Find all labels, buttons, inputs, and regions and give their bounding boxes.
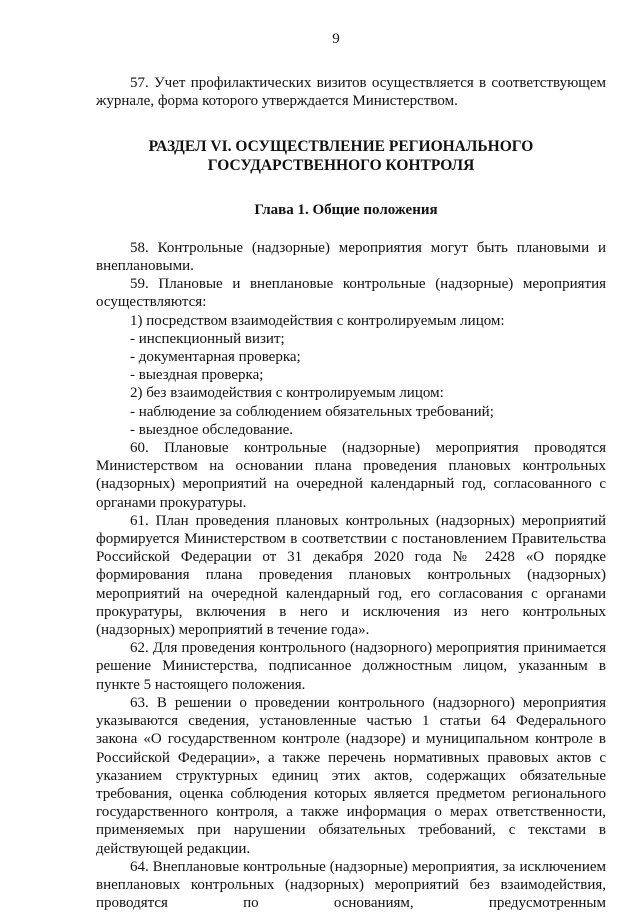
paragraph-59: 59. Плановые и внеплановые контрольные (надзорные) мероприятия осуществляются: (96, 276, 606, 311)
paragraph-64: 64. Внеплановые контрольные (надзорные) мероприятия, за исключением внеплановых контрольных (надзорных) мероприятий без взаимодействия, проводятся по основаниям, предусмотренным (96, 858, 606, 912)
paragraph-63: 63. В решении о проведении контрольного (надзорного) мероприятия указываются сведения, установленные частью 1 статьи 64 Федерального закона «О государственном контроле (надзоре) и муниципальном контроле в Российской Федерации», а также перечень нормативных правовых актов с указанием структурных единиц этих актов, содержащих обязательные требования, оценка соблюдения которых является предметом регионального государственного контроля, а также информация о мерах ответственности, применяемых при нарушении обязательных требований, с текстами в действующей редакции. (96, 694, 606, 857)
paragraph-61: 61. План проведения плановых контрольных (надзорных) мероприятий формируется Министерством в соответствии с постановлением Правительства Российской Федерации от 31 декабря 2020 года № 2428 «О порядке формирования плана проведения плановых контрольных (надзорных) мероприятий на очередной календарный год, его согласования с органами прокуратуры, включения в него и исключения из него контрольных (надзорных) мероприятий в течение года». (96, 512, 606, 639)
list-item: - инспекционный визит; (130, 330, 285, 347)
paragraph-60: 60. Плановые контрольные (надзорные) мероприятия проводятся Министерством на основании плана проведения плановых контрольных (надзорных) мероприятий на очередной календарный год, согласованного с органами прокуратуры. (96, 440, 606, 511)
list-item: - выездное обследование. (130, 421, 294, 438)
list-item: - наблюдение за соблюдением обязательных требований; (130, 403, 494, 420)
list-item: 1) посредством взаимодействия с контролируемым лицом: (130, 312, 505, 329)
paragraph-58: 58. Контрольные (надзорные) мероприятия могут быть плановыми и внеплановыми. (96, 239, 606, 275)
section-title-line-2: ГОСУДАРСТВЕННОГО КОНТРОЛЯ (207, 156, 475, 174)
list-item: 2) без взаимодействия с контролируемым лицом: (130, 385, 444, 402)
paragraph-62: 62. Для проведения контрольного (надзорного) мероприятия принимается решение Министерства, подписанное должностным лицом, указанным в пункте 5 настоящего положения. (96, 640, 606, 693)
section-title-line-1: РАЗДЕЛ VI. ОСУЩЕСТВЛЕНИЕ РЕГИОНАЛЬНОГО (148, 137, 534, 155)
section-title (76, 137, 606, 175)
page-number: 9 (332, 31, 340, 47)
list-item: - выездная проверка; (130, 367, 264, 384)
list-item: - документарная проверка; (130, 349, 301, 366)
chapter-title: Глава 1. Общие положения (254, 201, 438, 218)
paragraph-57: 57. Учет профилактических визитов осуществляется в соответствующем журнале, форма которого утверждается Министерством. (96, 75, 606, 110)
